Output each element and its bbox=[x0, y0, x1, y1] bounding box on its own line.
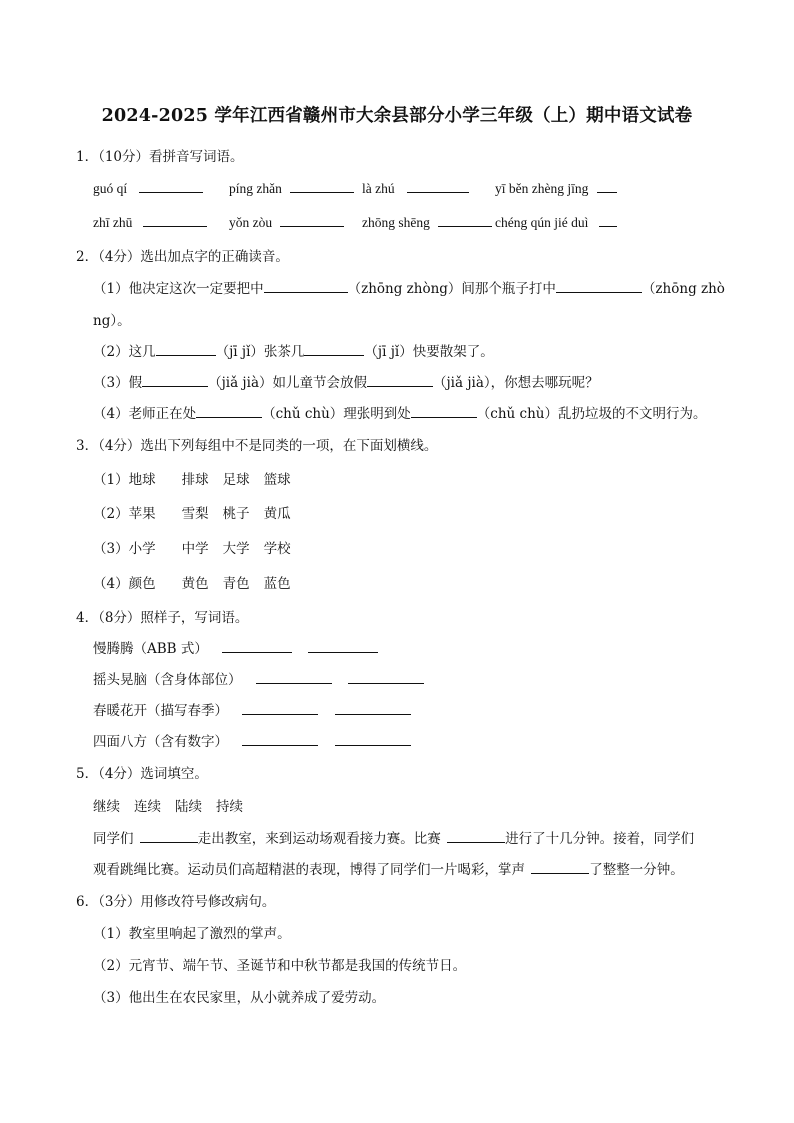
q4-item-4 bbox=[93, 730, 411, 750]
q2-sentence-4 bbox=[93, 402, 707, 422]
sentence-text: （chǔ chù）乱扔垃圾的不文明行为。 bbox=[476, 406, 707, 422]
q5-paragraph-line-2 bbox=[93, 858, 684, 878]
answer-blank[interactable] bbox=[407, 178, 469, 193]
q5-paragraph-line-1 bbox=[93, 827, 694, 847]
sentence-text: （zhōng zhòng）间那个瓶子打中 bbox=[347, 281, 556, 297]
pinyin: píng zhǎn bbox=[229, 181, 282, 196]
answer-blank[interactable] bbox=[348, 669, 424, 684]
group-number: （2） bbox=[93, 506, 129, 522]
pinyin: chéng qún jié duì bbox=[495, 215, 589, 230]
answer-blank[interactable] bbox=[143, 212, 207, 227]
q2-sentence-1-cont: ng）。 bbox=[93, 313, 131, 329]
word-option[interactable]: 排球 bbox=[181, 472, 209, 488]
sentence-text: （2）这几 bbox=[93, 344, 156, 360]
q1-row1 bbox=[229, 178, 354, 197]
word-option[interactable]: 桃子 bbox=[222, 506, 250, 522]
word-choice: 持续 bbox=[216, 799, 243, 815]
word-option[interactable]: 足球 bbox=[222, 472, 250, 488]
q1-row2 bbox=[229, 212, 344, 231]
answer-blank[interactable] bbox=[139, 178, 203, 193]
q1-row2 bbox=[495, 212, 617, 231]
word-option[interactable]: 小学 bbox=[128, 541, 156, 557]
sentence-text: （jiǎ jià），你想去哪玩呢？ bbox=[433, 375, 599, 391]
answer-blank[interactable] bbox=[140, 828, 198, 843]
pinyin: là zhú bbox=[362, 181, 395, 196]
answer-blank[interactable] bbox=[142, 372, 208, 387]
group-number: （1） bbox=[93, 472, 129, 488]
sentence-text: （chǔ chù）理张明到处 bbox=[262, 406, 411, 422]
q3-group-3 bbox=[93, 537, 291, 557]
answer-blank[interactable] bbox=[304, 341, 364, 356]
q5-word-bank bbox=[93, 795, 243, 815]
exam-title: 2024-2025 学年江西省赣州市大余县部分小学三年级（上）期中语文试卷 bbox=[101, 106, 693, 126]
word-option[interactable]: 中学 bbox=[181, 541, 209, 557]
sentence-text: （jī jǐ）快要散架了。 bbox=[364, 344, 494, 360]
q2-sentence-3 bbox=[93, 371, 599, 391]
q1-row1 bbox=[495, 178, 617, 197]
answer-blank[interactable] bbox=[242, 700, 318, 715]
answer-blank[interactable] bbox=[599, 212, 617, 227]
q1-row1 bbox=[93, 178, 203, 197]
word-option[interactable]: 大学 bbox=[222, 541, 250, 557]
paragraph-text: 走出教室，来到运动场观看接力赛。比赛 bbox=[197, 831, 441, 847]
pinyin: zhōng shēng bbox=[362, 215, 430, 230]
word-option[interactable]: 苹果 bbox=[128, 506, 156, 522]
sentence-text: （jī jǐ）张茶几 bbox=[215, 344, 305, 360]
sentence-text: （1）他决定这次一定要把中 bbox=[93, 281, 264, 297]
word-option[interactable]: 黄色 bbox=[181, 576, 209, 592]
q6-sentence-2: （2）元宵节、端午节、圣诞节和中秋节都是我国的传统节日。 bbox=[93, 958, 467, 974]
q6-sentence-1: （1）教室里响起了激烈的掌声。 bbox=[93, 926, 291, 942]
word-prompt: 摇头晃脑（含身体部位） bbox=[93, 672, 242, 688]
word-option[interactable]: 黄瓜 bbox=[263, 506, 291, 522]
paragraph-text: 了整整一分钟。 bbox=[589, 862, 684, 878]
word-option[interactable]: 学校 bbox=[263, 541, 291, 557]
answer-blank[interactable] bbox=[531, 859, 589, 874]
paragraph-text: 观看跳绳比赛。运动员们高超精湛的表现，博得了同学们一片喝彩，掌声 bbox=[93, 862, 525, 878]
answer-blank[interactable] bbox=[222, 638, 292, 653]
group-number: （4） bbox=[93, 576, 129, 592]
answer-blank[interactable] bbox=[447, 828, 505, 843]
answer-blank[interactable] bbox=[335, 731, 411, 746]
group-number: （3） bbox=[93, 541, 129, 557]
q6-sentence-3: （3）他出生在农民家里，从小就养成了爱劳动。 bbox=[93, 990, 386, 1006]
answer-blank[interactable] bbox=[556, 278, 642, 293]
word-option[interactable]: 青色 bbox=[222, 576, 250, 592]
word-option[interactable]: 地球 bbox=[128, 472, 156, 488]
word-choice: 连续 bbox=[134, 799, 161, 815]
answer-blank[interactable] bbox=[290, 178, 354, 193]
answer-blank[interactable] bbox=[156, 341, 216, 356]
q1-row2 bbox=[362, 212, 492, 231]
answer-blank[interactable] bbox=[367, 372, 433, 387]
q3-group-4 bbox=[93, 572, 291, 592]
paragraph-text: 同学们 bbox=[93, 831, 134, 847]
word-option[interactable]: 雪梨 bbox=[181, 506, 209, 522]
q5-heading: 5．（4分）选词填空。 bbox=[76, 766, 208, 782]
q4-heading: 4．（8分）照样子，写词语。 bbox=[76, 610, 249, 626]
word-prompt: 慢腾腾（ABB 式） bbox=[93, 641, 208, 657]
word-option[interactable]: 篮球 bbox=[263, 472, 291, 488]
pinyin: zhī zhū bbox=[93, 215, 133, 230]
word-option[interactable]: 颜色 bbox=[128, 576, 156, 592]
word-prompt: 春暖花开（描写春季） bbox=[93, 703, 228, 719]
q2-heading: 2．（4分）选出加点字的正确读音。 bbox=[76, 249, 289, 265]
answer-blank[interactable] bbox=[335, 700, 411, 715]
q3-group-2 bbox=[93, 502, 291, 522]
pinyin: yǒn zòu bbox=[229, 215, 273, 230]
answer-blank[interactable] bbox=[411, 403, 477, 418]
q4-item-2 bbox=[93, 668, 424, 688]
sentence-text: （jiǎ jià）如儿童节会放假 bbox=[208, 375, 367, 391]
pinyin: guó qí bbox=[93, 181, 128, 196]
q3-group-1 bbox=[93, 468, 291, 488]
q2-sentence-2 bbox=[93, 340, 494, 360]
answer-blank[interactable] bbox=[280, 212, 344, 227]
paragraph-text: 进行了十几分钟。接着，同学们 bbox=[505, 831, 695, 847]
word-choice: 陆续 bbox=[175, 799, 202, 815]
answer-blank[interactable] bbox=[264, 278, 348, 293]
q2-sentence-1 bbox=[93, 277, 725, 297]
word-choice: 继续 bbox=[93, 799, 120, 815]
pinyin: yī běn zhèng jīng bbox=[495, 181, 589, 196]
q1-heading: 1．（10分）看拼音写词语。 bbox=[76, 149, 244, 165]
answer-blank[interactable] bbox=[438, 212, 492, 227]
sentence-text: （3）假 bbox=[93, 375, 143, 391]
answer-blank[interactable] bbox=[308, 638, 378, 653]
sentence-text: （zhōng zhò bbox=[641, 281, 725, 297]
q3-heading: 3．（4分）选出下列每组中不是同类的一项，在下面划横线。 bbox=[76, 438, 438, 454]
answer-blank[interactable] bbox=[242, 731, 318, 746]
sentence-text: （4）老师正在处 bbox=[93, 406, 197, 422]
word-option[interactable]: 蓝色 bbox=[263, 576, 291, 592]
q1-row2 bbox=[93, 212, 207, 231]
word-prompt: 四面八方（含有数字） bbox=[93, 734, 228, 750]
answer-blank[interactable] bbox=[256, 669, 332, 684]
answer-blank[interactable] bbox=[196, 403, 262, 418]
q1-row1 bbox=[362, 178, 469, 197]
q4-item-1 bbox=[93, 637, 378, 657]
q6-heading: 6．（3分）用修改符号修改病句。 bbox=[76, 894, 276, 910]
q4-item-3 bbox=[93, 699, 411, 719]
answer-blank[interactable] bbox=[597, 178, 617, 193]
